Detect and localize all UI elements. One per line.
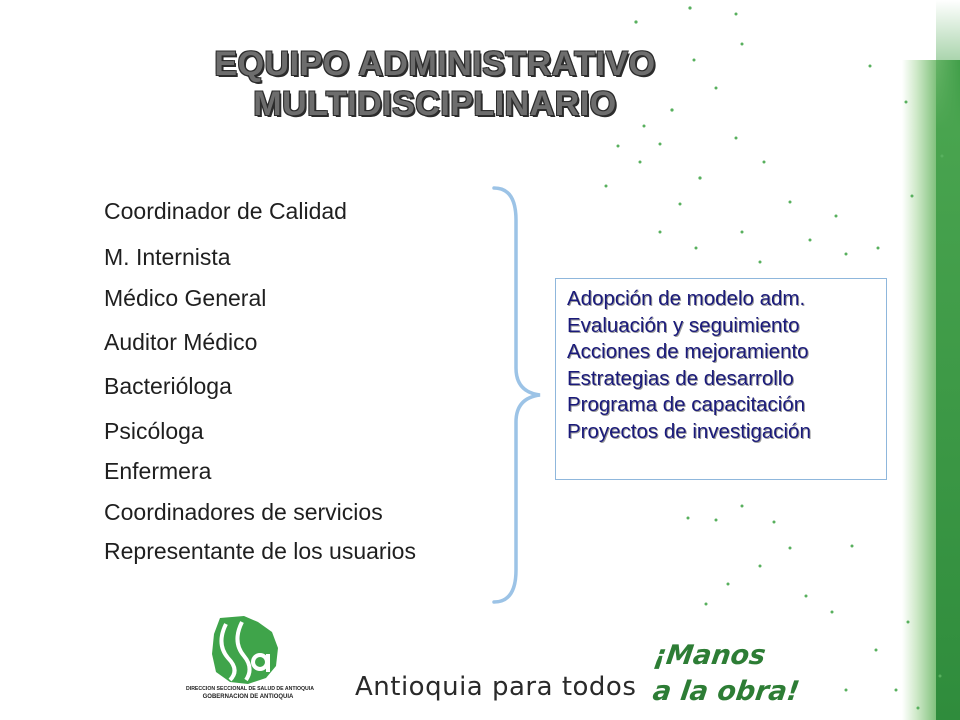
activity-item: Evaluación y seguimiento <box>567 313 800 337</box>
manos-line-1: ¡Manos <box>651 640 768 671</box>
activity-item: Programa de capacitación <box>567 393 806 416</box>
member-item: Coordinadores de servicios <box>104 499 383 525</box>
activity-item: Acciones de mejoramiento <box>567 340 809 363</box>
member-item: Médico General <box>104 285 267 311</box>
ssa-logo-line-2: GOBERNACION DE ANTIOQUIA <box>202 694 294 700</box>
page-title <box>150 44 720 124</box>
member-item: Enfermera <box>104 458 212 484</box>
member-item: M. Internista <box>104 244 231 270</box>
activity-item: Adopción de modelo adm. <box>567 287 806 310</box>
activities-box <box>555 278 887 480</box>
member-item: Psicóloga <box>104 418 204 444</box>
title-line-1: EQUIPO ADMINISTRATIVO <box>214 45 656 83</box>
activity-item: Proyectos de investigación <box>567 419 811 443</box>
slogan-text: Antioquia para todos <box>355 672 637 702</box>
activity-item: Estrategias de desarrollo <box>567 366 794 390</box>
ssa-logo <box>186 614 314 718</box>
manos-line-2: a la obra! <box>650 676 802 707</box>
title-line-2: MULTIDISCIPLINARIO <box>253 85 617 123</box>
member-item: Representante de los usuarios <box>104 538 416 564</box>
manos-a-la-obra-logo <box>650 628 802 712</box>
ssa-logo-line-1: DIRECCION SECCIONAL DE SALUD DE ANTIOQUIA <box>186 686 314 692</box>
member-item: Bacterióloga <box>104 373 232 399</box>
member-item: Auditor Médico <box>104 329 258 355</box>
member-item: Coordinador de Calidad <box>104 198 347 224</box>
right-brace <box>480 180 540 610</box>
